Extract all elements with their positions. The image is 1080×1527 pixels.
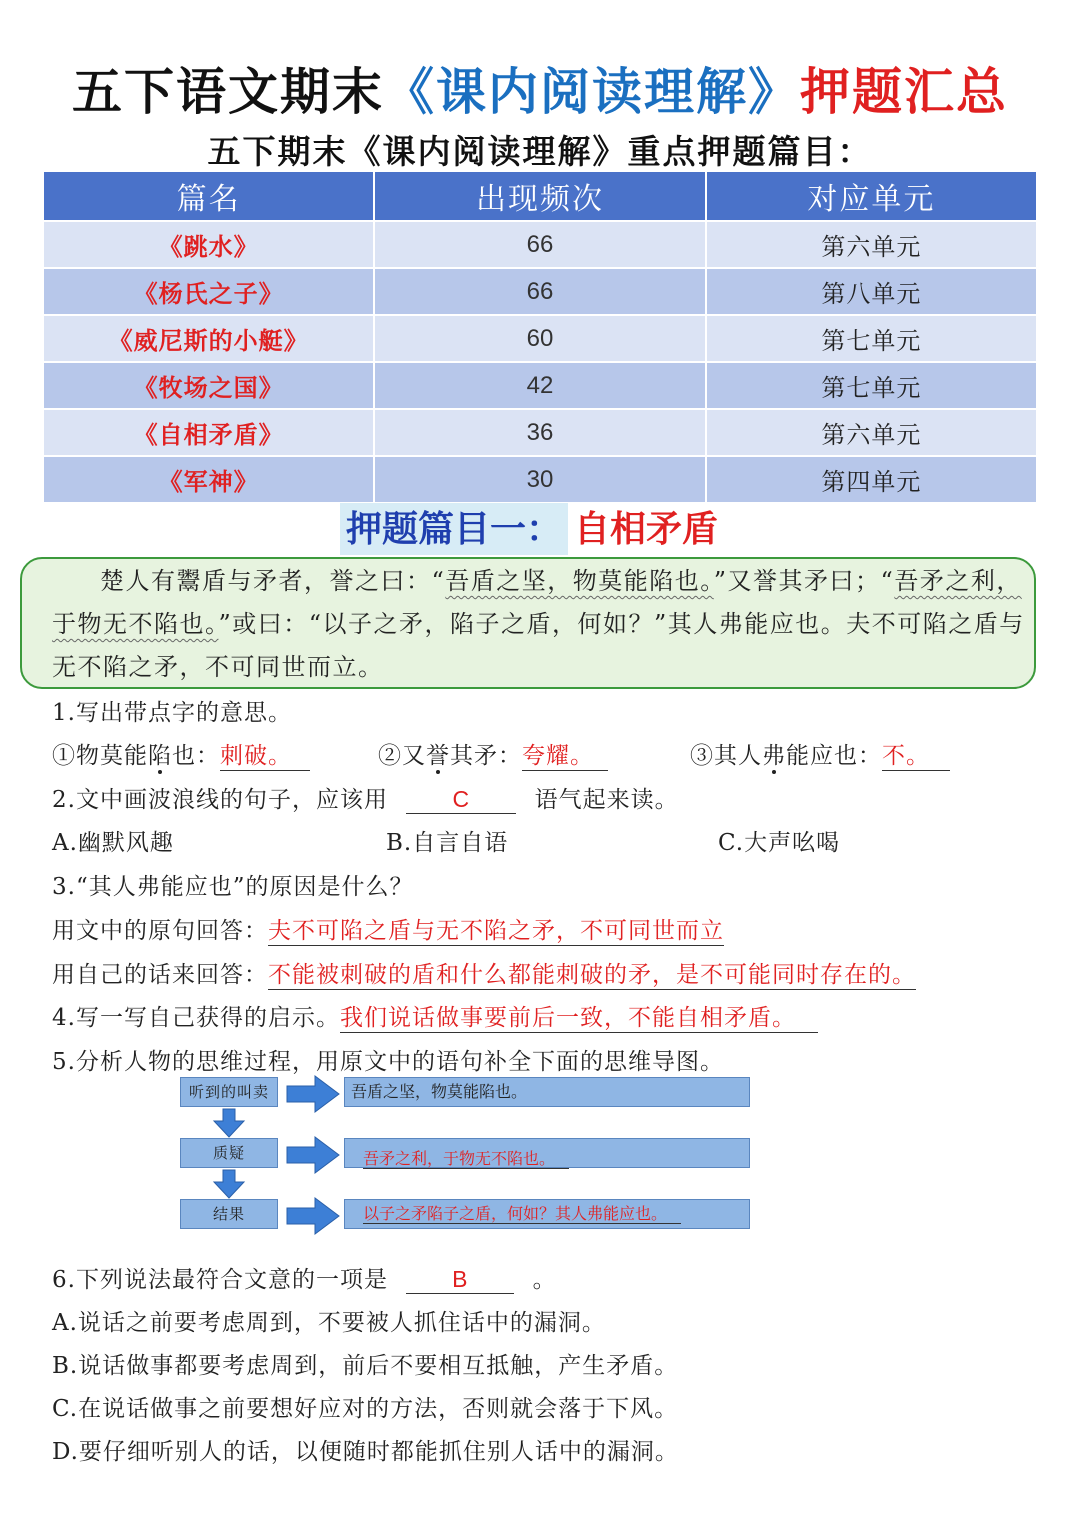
q2-prompt-pre: 2.文中画波浪线的句子，应该用 bbox=[52, 787, 388, 813]
section-label: 押题篇目一： bbox=[340, 503, 568, 555]
q1-dotted-char: 陷 bbox=[148, 743, 172, 769]
q1-item-num: ② bbox=[378, 743, 402, 769]
q1-item-pre: 又 bbox=[402, 743, 426, 769]
q1-prompt: 1.写出带点字的意思。 bbox=[52, 700, 292, 726]
page-subtitle: 五下期末《课内阅读理解》重点押题篇目： bbox=[207, 132, 873, 171]
mindmap-box: 吾盾之坚，物莫能陷也。 bbox=[344, 1077, 750, 1107]
q1-item-post: 能应也： bbox=[786, 743, 882, 769]
passage-wavy-sentence: 吾矛之利，于物无不陷也。 bbox=[52, 567, 1022, 638]
mindmap-label: 听到的叫卖 bbox=[180, 1077, 278, 1107]
down-arrow-icon bbox=[212, 1108, 246, 1138]
q5-prompt: 5.分析人物的思维过程，用原文中的语句补全下面的思维导图。 bbox=[52, 1049, 724, 1075]
q1-dotted-char: 誉 bbox=[426, 743, 450, 769]
table-row bbox=[43, 268, 1037, 315]
q6-prompt-pre: 6.下列说法最符合文意的一项是 bbox=[52, 1267, 388, 1293]
table-row bbox=[43, 315, 1037, 362]
cell-frequency: 66 bbox=[374, 221, 705, 268]
cell-name: 《牧场之国》 bbox=[43, 362, 374, 409]
cell-unit: 第七单元 bbox=[706, 315, 1037, 362]
topics-table bbox=[42, 170, 1038, 504]
right-arrow-icon bbox=[285, 1196, 341, 1236]
cell-name: 《威尼斯的小艇》 bbox=[43, 315, 374, 362]
table-row bbox=[43, 362, 1037, 409]
page-title bbox=[0, 52, 1080, 124]
passage-text bbox=[52, 560, 1032, 689]
q1-item-post: 也： bbox=[172, 743, 220, 769]
mindmap-label: 质疑 bbox=[180, 1138, 278, 1168]
q3-sub2 bbox=[52, 956, 916, 989]
cell-frequency: 66 bbox=[374, 268, 705, 315]
passage-part: ”或曰：“以子之矛，陷子之盾，何如？”其人弗能应也。夫不可陷之盾与无不陷之矛，不可同世而立。 bbox=[52, 610, 1025, 681]
header-frequency: 出现频次 bbox=[374, 171, 705, 221]
cell-frequency: 60 bbox=[374, 315, 705, 362]
q6-option-b: B.说话做事都要考虑周到，前后不要相互抵触，产生矛盾。 bbox=[52, 1353, 679, 1379]
cell-unit: 第四单元 bbox=[706, 456, 1037, 503]
q1-item-num: ③ bbox=[690, 743, 714, 769]
cell-name: 《自相矛盾》 bbox=[43, 409, 374, 456]
q4-prompt: 4.写一写自己获得的启示。 bbox=[52, 1005, 340, 1031]
q2-option-b: B.自言自语 bbox=[386, 830, 509, 856]
q6-prompt-post: 。 bbox=[532, 1267, 557, 1293]
q1-item-1 bbox=[52, 737, 310, 770]
q3-sub1-answer: 夫不可陷之盾与无不陷之矛，不可同世而立 bbox=[268, 918, 724, 944]
passage-part: 楚人有鬻盾与矛者，誉之曰：“ bbox=[100, 567, 446, 595]
q1-item-num: ① bbox=[52, 743, 76, 769]
section-heading bbox=[340, 503, 718, 555]
passage-wavy-sentence: 吾盾之坚，物莫能陷也。 bbox=[445, 567, 714, 595]
q6-prompt bbox=[52, 1261, 557, 1294]
right-arrow-icon bbox=[285, 1074, 341, 1114]
q2-prompt-post: 语气起来读。 bbox=[534, 787, 679, 813]
q3-sub1-label: 用文中的原句回答： bbox=[52, 918, 268, 944]
section-title: 自相矛盾 bbox=[574, 508, 719, 550]
q3-sub2-label: 用自己的话来回答： bbox=[52, 962, 268, 988]
q6-option-c: C.在说话做事之前要想好应对的方法，否则就会落于下风。 bbox=[52, 1396, 679, 1422]
q3-sub2-answer: 不能被刺破的盾和什么都能刺破的矛，是不可能同时存在的。 bbox=[268, 962, 916, 988]
q1-item-pre: 物莫能 bbox=[76, 743, 148, 769]
cell-name: 《军神》 bbox=[43, 456, 374, 503]
q1-answer: 不。 bbox=[882, 743, 950, 771]
cell-name: 《杨氏之子》 bbox=[43, 268, 374, 315]
table-row bbox=[43, 221, 1037, 268]
q1-item-2 bbox=[378, 737, 608, 770]
title-part-3: 押题汇总 bbox=[800, 62, 1008, 121]
q3-prompt: 3.“其人弗能应也”的原因是什么？ bbox=[52, 874, 414, 900]
q2-option-c: C.大声吆喝 bbox=[718, 830, 841, 856]
q3-sub1 bbox=[52, 912, 724, 945]
q1-item-3 bbox=[690, 737, 950, 770]
q1-dotted-char: 弗 bbox=[762, 743, 786, 769]
table-row bbox=[43, 456, 1037, 503]
title-part-2: 《课内阅读理解》 bbox=[384, 62, 800, 121]
mindmap-answer: 以子之矛陷子之盾，何如？其人弗能应也。 bbox=[363, 1204, 681, 1224]
cell-frequency: 36 bbox=[374, 409, 705, 456]
cell-unit: 第六单元 bbox=[706, 409, 1037, 456]
header-name: 篇名 bbox=[43, 171, 374, 221]
passage-part: ”又誉其矛曰；“ bbox=[713, 567, 895, 595]
mindmap-box bbox=[344, 1199, 750, 1229]
mindmap-label: 结果 bbox=[180, 1199, 278, 1229]
q4 bbox=[52, 999, 818, 1032]
q2-option-a: A.幽默风趣 bbox=[52, 830, 174, 856]
mindmap-answer: 吾矛之利，于物无不陷也。 bbox=[363, 1149, 569, 1169]
down-arrow-icon bbox=[212, 1169, 246, 1199]
right-arrow-icon bbox=[285, 1135, 341, 1175]
q1-answer: 夸耀。 bbox=[522, 743, 608, 771]
q1-item-post: 其矛： bbox=[450, 743, 522, 769]
cell-name: 《跳水》 bbox=[43, 221, 374, 268]
cell-unit: 第八单元 bbox=[706, 268, 1037, 315]
q6-option-d: D.要仔细听别人的话，以便随时都能抓住别人话中的漏洞。 bbox=[52, 1439, 679, 1465]
q2-answer: C bbox=[406, 786, 516, 814]
q4-answer: 我们说话做事要前后一致，不能自相矛盾。 bbox=[340, 1005, 818, 1033]
q6-option-a: A.说话之前要考虑周到，不要被人抓住话中的漏洞。 bbox=[52, 1310, 606, 1336]
table-row bbox=[43, 409, 1037, 456]
table-header-row bbox=[43, 171, 1037, 221]
cell-frequency: 42 bbox=[374, 362, 705, 409]
cell-unit: 第七单元 bbox=[706, 362, 1037, 409]
q6-answer: B bbox=[406, 1266, 514, 1294]
q2-prompt bbox=[52, 781, 679, 814]
cell-unit: 第六单元 bbox=[706, 221, 1037, 268]
cell-frequency: 30 bbox=[374, 456, 705, 503]
q1-answer: 刺破。 bbox=[220, 743, 310, 771]
title-part-1: 五下语文期末 bbox=[72, 62, 384, 121]
mindmap-box bbox=[344, 1138, 750, 1168]
q1-item-pre: 其人 bbox=[714, 743, 762, 769]
header-unit: 对应单元 bbox=[706, 171, 1037, 221]
